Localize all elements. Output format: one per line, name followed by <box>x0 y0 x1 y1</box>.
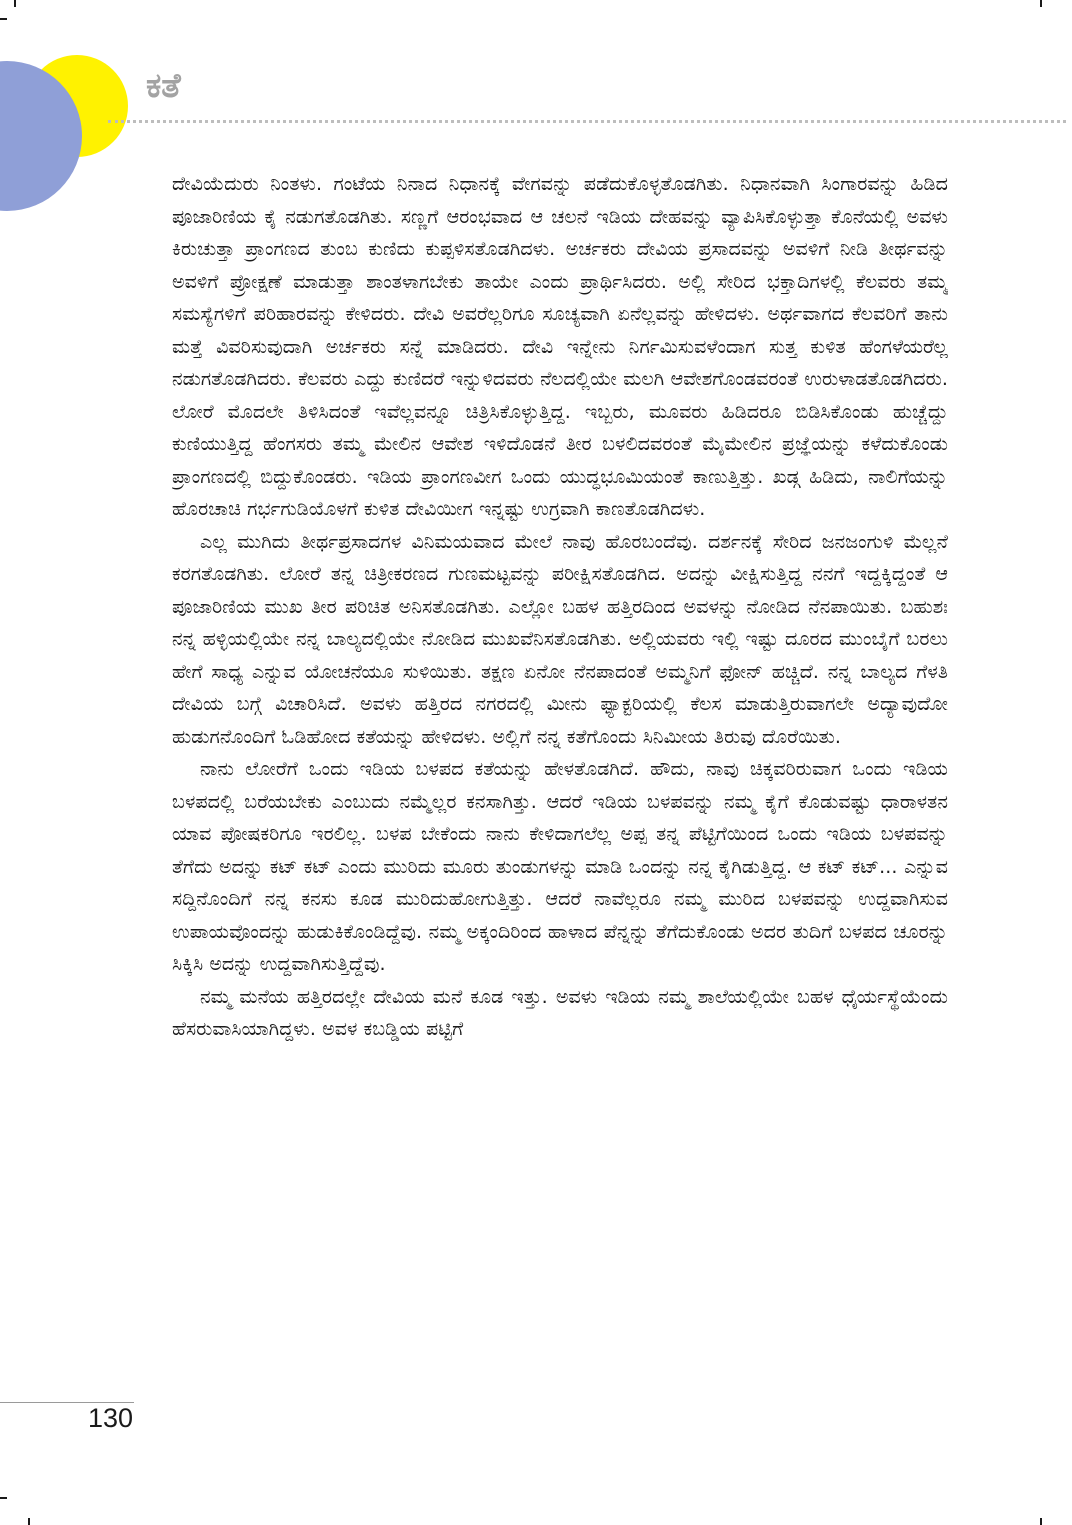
crop-mark-bottom-right <box>1040 1518 1042 1525</box>
paragraph: ನಾನು ಲೋರೆಗೆ ಒಂದು ಇಡಿಯ ಬಳಪದ ಕತೆಯನ್ನು ಹೇಳತೊಡಗಿದೆ. ಹೌದು, ನಾವು ಚಿಕ್ಕವರಿರುವಾಗ ಒಂದು ಇಡಿಯ ಬಳಪದಲ್ಲಿ ಬರೆಯಬೇಕು ಎಂಬುದು ನಮ್ಮೆಲ್ಲರ ಕನಸಾಗಿತ್ತು. ಆದರೆ ಇಡಿಯ ಬಳಪವನ್ನು ನಮ್ಮ ಕೈಗೆ ಕೊಡುವಷ್ಟು ಧಾರಾಳತನ ಯಾವ ಪೋಷಕರಿಗೂ ಇರಲಿಲ್ಲ. ಬಳಪ ಬೇಕೆಂದು ನಾನು ಕೇಳಿದಾಗಲೆಲ್ಲ ಅಪ್ಪ ತನ್ನ ಪೆಟ್ಟಿಗೆಯಿಂದ ಒಂದು ಇಡಿಯ ಬಳಪವನ್ನು ತೆಗೆದು ಅದನ್ನು ಕಟ್ ಕಟ್ ಎಂದು ಮುರಿದು ಮೂರು ತುಂಡುಗಳನ್ನು ಮಾಡಿ ಒಂದನ್ನು ನನ್ನ ಕೈಗಿಡುತ್ತಿದ್ದ. ಆ ಕಟ್ ಕಟ್... ಎನ್ನುವ ಸದ್ದಿನೊಂದಿಗೆ ನನ್ನ ಕನಸು ಕೂಡ ಮುರಿದುಹೋಗುತ್ತಿತ್ತು. ಆದರೆ ನಾವೆಲ್ಲರೂ ನಮ್ಮ ಮುರಿದ ಬಳಪವನ್ನು ಉದ್ದವಾಗಿಸುವ ಉಪಾಯವೊಂದನ್ನು ಹುಡುಕಿಕೊಂಡಿದ್ದೆವು. ನಮ್ಮ ಅಕ್ಕಂದಿರಿಂದ ಹಾಳಾದ ಪೆನ್ನನ್ನು ತೆಗೆದುಕೊಂಡು ಅದರ ತುದಿಗೆ ಬಳಪದ ಚೂರನ್ನು ಸಿಕ್ಕಿಸಿ ಅದನ್ನು ಉದ್ದವಾಗಿಸುತ್ತಿದ್ದೆವು. <box>172 758 948 975</box>
crop-mark-top-left <box>14 0 16 7</box>
paragraph: ಎಲ್ಲ ಮುಗಿದು ತೀರ್ಥಪ್ರಸಾದಗಳ ವಿನಿಮಯವಾದ ಮೇಲೆ ನಾವು ಹೊರಬಂದೆವು. ದರ್ಶನಕ್ಕೆ ಸೇರಿದ ಜನಜಂಗುಳಿ ಮೆಲ್ಲನೆ ಕರಗತೊಡಗಿತು. ಲೋರೆ ತನ್ನ ಚಿತ್ರೀಕರಣದ ಗುಣಮಟ್ಟವನ್ನು ಪರೀಕ್ಷಿಸತೊಡಗಿದ. ಅದನ್ನು ವೀಕ್ಷಿಸುತ್ತಿದ್ದ ನನಗೆ ಇದ್ದಕ್ಕಿದ್ದಂತೆ ಆ ಪೂಜಾರಿಣಿಯ ಮುಖ ತೀರ ಪರಿಚಿತ ಅನಿಸತೊಡಗಿತು. ಎಲ್ಲೋ ಬಹಳ ಹತ್ತಿರದಿಂದ ಅವಳನ್ನು ನೋಡಿದ ನೆನಪಾಯಿತು. ಬಹುಶಃ ನನ್ನ ಹಳ್ಳಿಯಲ್ಲಿಯೇ ನನ್ನ ಬಾಲ್ಯದಲ್ಲಿಯೇ ನೋಡಿದ ಮುಖವೆನಿಸತೊಡಗಿತು. ಅಲ್ಲಿಯವರು ಇಲ್ಲಿ ಇಷ್ಟು ದೂರದ ಮುಂಬೈಗೆ ಬರಲು ಹೇಗೆ ಸಾಧ್ಯ ಎನ್ನುವ ಯೋಚನೆಯೂ ಸುಳಿಯಿತು. ತಕ್ಷಣ ಏನೋ ನೆನಪಾದಂತೆ ಅಮ್ಮನಿಗೆ ಫೋನ್ ಹಚ್ಚಿದೆ. ನನ್ನ ಬಾಲ್ಯದ ಗೆಳತಿ ದೇವಿಯ ಬಗ್ಗೆ ವಿಚಾರಿಸಿದೆ. ಅವಳು ಹತ್ತಿರದ ನಗರದಲ್ಲಿ ಮೀನು ಫ್ಯಾಕ್ಟರಿಯಲ್ಲಿ ಕೆಲಸ ಮಾಡುತ್ತಿರುವಾಗಲೇ ಅದ್ಯಾವುದೋ ಹುಡುಗನೊಂದಿಗೆ ಓಡಿಹೋದ ಕತೆಯನ್ನು ಹೇಳಿದಳು. ಅಲ್ಲಿಗೆ ನನ್ನ ಕತೆಗೊಂದು ಸಿನಿಮೀಯ ತಿರುವು ದೊರೆಯಿತು. <box>172 530 948 748</box>
crop-mark-bottom-left <box>28 1518 30 1525</box>
crop-mark-bottom-left-side <box>0 1497 7 1499</box>
header-dotted-rule <box>108 120 1066 123</box>
crop-mark-top-right <box>1040 0 1042 7</box>
crop-mark-top-left-side <box>0 18 7 20</box>
page-number: 130 <box>88 1403 134 1433</box>
section-title: ಕತೆ <box>146 66 181 106</box>
paragraph: ದೇವಿಯೆದುರು ನಿಂತಳು. ಗಂಟೆಯ ನಿನಾದ ನಿಧಾನಕ್ಕೆ ವೇಗವನ್ನು ಪಡೆದುಕೊಳ್ಳತೊಡಗಿತು. ನಿಧಾನವಾಗಿ ಸಿಂಗಾರವನ್ನು ಹಿಡಿದ ಪೂಜಾರಿಣಿಯ ಕೈ ನಡುಗತೊಡಗಿತು. ಸಣ್ಣಗೆ ಆರಂಭವಾದ ಆ ಚಲನೆ ಇಡಿಯ ದೇಹವನ್ನು ವ್ಯಾಪಿಸಿಕೊಳ್ಳುತ್ತಾ ಕೊನೆಯಲ್ಲಿ ಅವಳು ಕಿರುಚುತ್ತಾ ಪ್ರಾಂಗಣದ ತುಂಬ ಕುಣಿದು ಕುಪ್ಪಳಿಸತೊಡಗಿದಳು. ಅರ್ಚಕರು ದೇವಿಯ ಪ್ರಸಾದವನ್ನು ಅವಳಿಗೆ ನೀಡಿ ತೀರ್ಥವನ್ನು ಅವಳಿಗೆ ಪ್ರೋಕ್ಷಣೆ ಮಾಡುತ್ತಾ ಶಾಂತಳಾಗಬೇಕು ತಾಯೇ ಎಂದು ಪ್ರಾರ್ಥಿಸಿದರು. ಅಲ್ಲಿ ಸೇರಿದ ಭಕ್ತಾದಿಗಳಲ್ಲಿ ಕೆಲವರು ತಮ್ಮ ಸಮಸ್ಯೆಗಳಿಗೆ ಪರಿಹಾರವನ್ನು ಕೇಳಿದರು. ದೇವಿ ಅವರೆಲ್ಲರಿಗೂ ಸೂಚ್ಯವಾಗಿ ಏನೆಲ್ಲವನ್ನು ಹೇಳಿದಳು. ಅರ್ಥವಾಗದ ಕೆಲವರಿಗೆ ತಾನು ಮತ್ತೆ ವಿವರಿಸುವುದಾಗಿ ಅರ್ಚಕರು ಸನ್ನೆ ಮಾಡಿದರು. ದೇವಿ ಇನ್ನೇನು ನಿರ್ಗಮಿಸುವಳೆಂದಾಗ ಸುತ್ತ ಕುಳಿತ ಹೆಂಗಳೆಯರೆಲ್ಲ ನಡುಗತೊಡಗಿದರು. ಕೆಲವರು ಎದ್ದು ಕುಣಿದರೆ ಇನ್ನುಳಿದವರು ನೆಲದಲ್ಲಿಯೇ ಮಲಗಿ ಆವೇಶಗೊಂಡವರಂತೆ ಉರುಳಾಡತೊಡಗಿದರು. ಲೋರೆ ಮೊದಲೇ ತಿಳಿಸಿದಂತೆ ಇವೆಲ್ಲವನ್ನೂ ಚಿತ್ರಿಸಿಕೊಳ್ಳುತ್ತಿದ್ದ. ಇಬ್ಬರು, ಮೂವರು ಹಿಡಿದರೂ ಬಿಡಿಸಿಕೊಂಡು ಹುಚ್ಚೆದ್ದು ಕುಣಿಯುತ್ತಿದ್ದ ಹೆಂಗಸರು ತಮ್ಮ ಮೇಲಿನ ಆವೇಶ ಇಳಿದೊಡನೆ ತೀರ ಬಳಲಿದವರಂತೆ ಮೈಮೇಲಿನ ಪ್ರಜ್ಞೆಯನ್ನು ಕಳೆದುಕೊಂಡು ಪ್ರಾಂಗಣದಲ್ಲಿ ಬಿದ್ದುಕೊಂಡರು. ಇಡಿಯ ಪ್ರಾಂಗಣವೀಗ ಒಂದು ಯುದ್ಧಭೂಮಿಯಂತೆ ಕಾಣುತ್ತಿತ್ತು. ಖಡ್ಗ ಹಿಡಿದು, ನಾಲಿಗೆಯನ್ನು ಹೊರಚಾಚಿ ಗರ್ಭಗುಡಿಯೊಳಗೆ ಕುಳಿತ ದೇವಿಯೀಗ ಇನ್ನಷ್ಟು ಉಗ್ರವಾಗಿ ಕಾಣತೊಡಗಿದಳು. <box>172 173 948 520</box>
story-body <box>172 168 948 1393</box>
paragraph: ನಮ್ಮ ಮನೆಯ ಹತ್ತಿರದಲ್ಲೇ ದೇವಿಯ ಮನೆ ಕೂಡ ಇತ್ತು. ಅವಳು ಇಡಿಯ ನಮ್ಮ ಶಾಲೆಯಲ್ಲಿಯೇ ಬಹಳ ಧೈರ್ಯಸ್ಥೆಯೆಂದು ಹೆಸರುವಾಸಿಯಾಗಿದ್ದಳು. ಅವಳ ಕಬಡ್ಡಿಯ ಪಟ್ಟಿಗೆ <box>172 985 948 1040</box>
